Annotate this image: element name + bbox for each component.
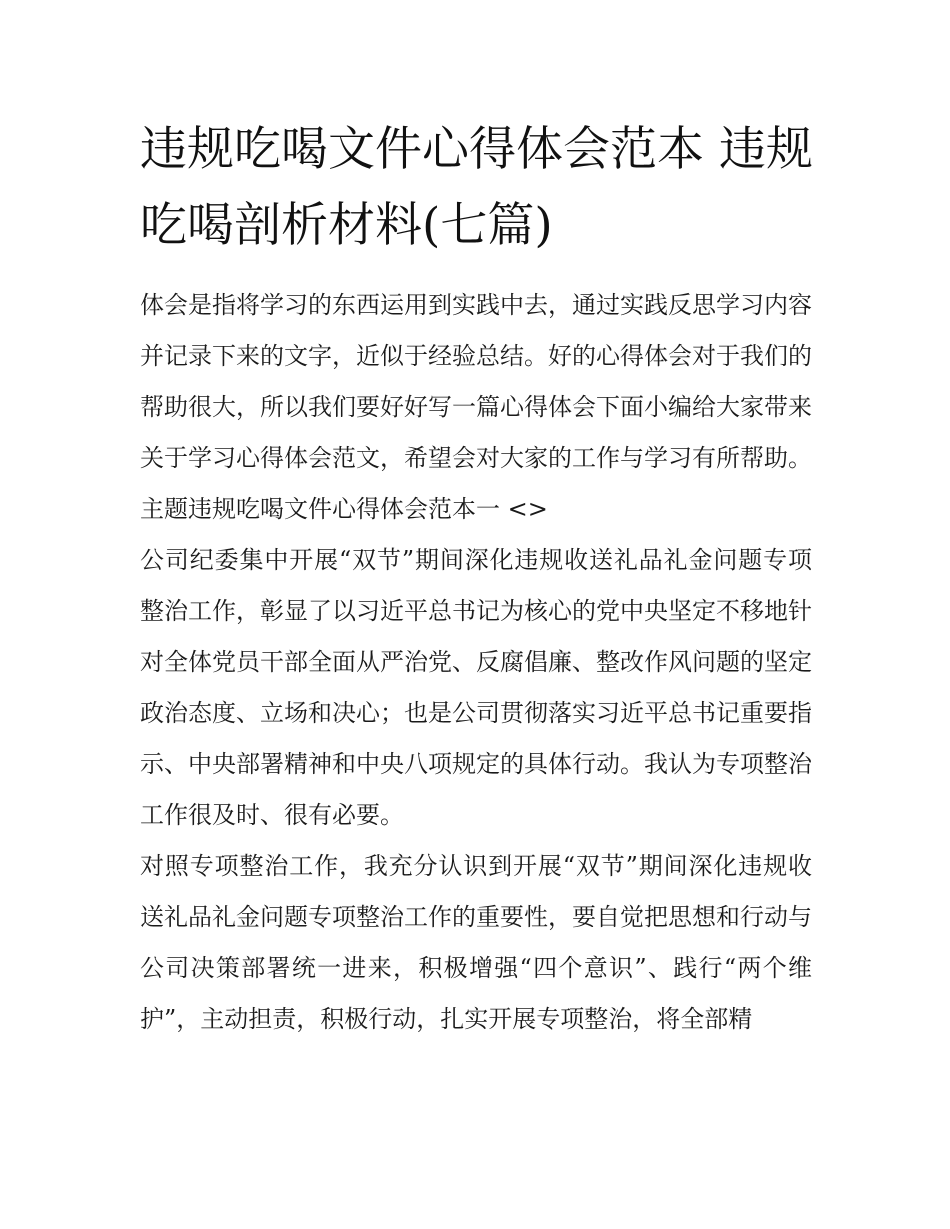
section-heading: 主题违规吃喝文件心得体会范本一 <> [140,495,548,523]
document-body [140,280,812,1045]
body-paragraph: 对照专项整治工作，我充分认识到开展“双节”期间深化违规收送礼品礼金问题专项整治工作的重要性，要自觉把思想和行动与公司决策部署统一进来，积极增强“四个意识”、践行“两个维护”，主动担责，积极行动，扎实开展专项整治，将全部精 [140,852,812,1033]
document-title: 违规吃喝文件心得体会范本 违规吃喝剖析材料(七篇) [140,122,813,253]
body-paragraph: 公司纪委集中开展“双节”期间深化违规收送礼品礼金问题专项整治工作，彰显了以习近平总书记为核心的党中央坚定不移地针对全体党员干部全面从严治党、反腐倡廉、整改作风问题的坚定政治态度、立场和决心；也是公司贯彻落实习近平总书记重要指示、中央部署精神和中央八项规定的具体行动。我认为专项整治工作很及时、很有必要。 [140,546,812,829]
intro-paragraph: 体会是指将学习的东西运用到实践中去，通过实践反思学习内容并记录下来的文字，近似于经验总结。好的心得体会对于我们的帮助很大，所以我们要好好写一篇心得体会下面小编给大家带来关于学习心得体会范文，希望会对大家的工作与学习有所帮助。 [140,291,812,472]
